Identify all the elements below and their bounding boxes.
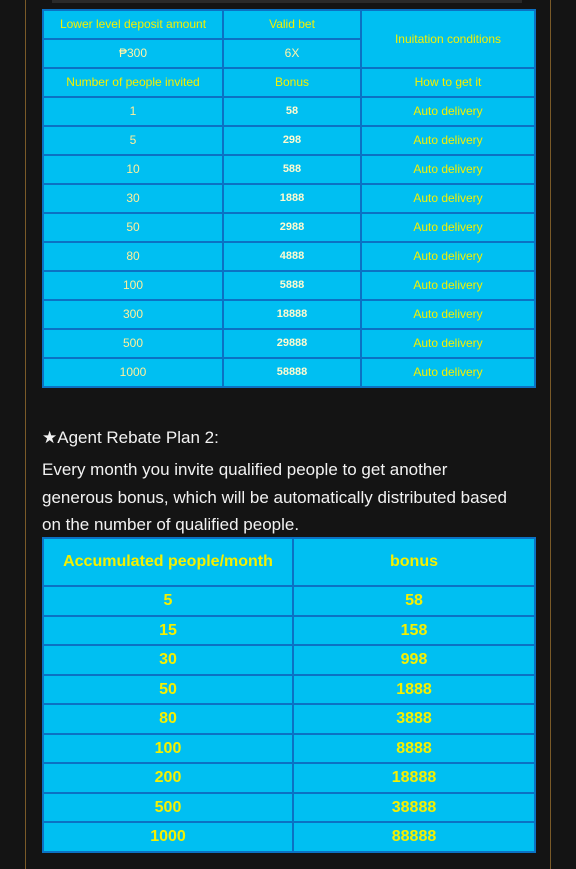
delivery-method-cell: Auto delivery <box>361 97 535 126</box>
bonus-cell: 1888 <box>293 675 535 705</box>
accumulated-people-cell: 80 <box>43 704 293 734</box>
accumulated-people-cell: 100 <box>43 734 293 764</box>
bonus-cell: 3888 <box>293 704 535 734</box>
people-invited-cell: 1000 <box>43 358 223 387</box>
accumulated-people-cell: 30 <box>43 645 293 675</box>
table-row <box>43 126 535 155</box>
delivery-method-cell: Auto delivery <box>361 213 535 242</box>
invitation-bonus-table <box>42 9 536 388</box>
people-invited-cell: 500 <box>43 329 223 358</box>
plan2-heading: ★Agent Rebate Plan 2: <box>42 428 219 447</box>
accumulated-people-cell: 500 <box>43 793 293 823</box>
table-row <box>43 616 535 646</box>
bonus-cell: 88888 <box>293 822 535 852</box>
people-invited-cell: 80 <box>43 242 223 271</box>
bonus-cell: 58 <box>223 97 361 126</box>
bonus-cell: 4888 <box>223 242 361 271</box>
table-row <box>43 271 535 300</box>
bonus-cell: 18888 <box>223 300 361 329</box>
delivery-method-cell: Auto delivery <box>361 358 535 387</box>
delivery-method-cell: Auto delivery <box>361 242 535 271</box>
table-row <box>43 822 535 852</box>
bonus-cell: 18888 <box>293 763 535 793</box>
table-row <box>43 300 535 329</box>
accumulated-people-cell: 200 <box>43 763 293 793</box>
table-row <box>43 155 535 184</box>
table-row <box>43 242 535 271</box>
table-column-header-row <box>43 538 535 586</box>
column-header: bonus <box>293 538 535 586</box>
bonus-cell: 1888 <box>223 184 361 213</box>
invitation-conditions-header: Inuitation conditions <box>361 10 535 68</box>
delivery-method-cell: Auto delivery <box>361 271 535 300</box>
bonus-cell: 158 <box>293 616 535 646</box>
people-invited-cell: 5 <box>43 126 223 155</box>
deposit-amount-value: ₱300 <box>43 39 223 68</box>
bonus-cell: 2988 <box>223 213 361 242</box>
top-divider <box>52 0 522 3</box>
accumulated-people-cell: 1000 <box>43 822 293 852</box>
table-row <box>43 793 535 823</box>
bonus-cell: 588 <box>223 155 361 184</box>
bonus-cell: 8888 <box>293 734 535 764</box>
accumulated-people-cell: 15 <box>43 616 293 646</box>
delivery-method-cell: Auto delivery <box>361 300 535 329</box>
bonus-cell: 58888 <box>223 358 361 387</box>
column-header: Bonus <box>223 68 361 97</box>
table-header-row <box>43 10 535 39</box>
accumulated-people-cell: 50 <box>43 675 293 705</box>
delivery-method-cell: Auto delivery <box>361 184 535 213</box>
monthly-bonus-table <box>42 537 536 853</box>
bonus-cell: 38888 <box>293 793 535 823</box>
column-header: How to get it <box>361 68 535 97</box>
valid-bet-header: Valid bet <box>223 10 361 39</box>
column-header: Number of people invited <box>43 68 223 97</box>
people-invited-cell: 100 <box>43 271 223 300</box>
table-row <box>43 97 535 126</box>
table-row <box>43 734 535 764</box>
table-row <box>43 645 535 675</box>
table-row <box>43 763 535 793</box>
people-invited-cell: 30 <box>43 184 223 213</box>
table-row <box>43 586 535 616</box>
plan2-description: Every month you invite qualified people to get another generous bonus, which will be automatically distributed based on the number of qualified people. <box>42 460 507 534</box>
deposit-amount-header: Lower level deposit amount <box>43 10 223 39</box>
delivery-method-cell: Auto delivery <box>361 329 535 358</box>
table-column-header-row <box>43 68 535 97</box>
people-invited-cell: 300 <box>43 300 223 329</box>
bonus-cell: 298 <box>223 126 361 155</box>
people-invited-cell: 50 <box>43 213 223 242</box>
table-row <box>43 213 535 242</box>
column-header: Accumulated people/month <box>43 538 293 586</box>
delivery-method-cell: Auto delivery <box>361 155 535 184</box>
accumulated-people-cell: 5 <box>43 586 293 616</box>
table-row <box>43 675 535 705</box>
people-invited-cell: 1 <box>43 97 223 126</box>
delivery-method-cell: Auto delivery <box>361 126 535 155</box>
table-row <box>43 184 535 213</box>
bonus-cell: 5888 <box>223 271 361 300</box>
people-invited-cell: 10 <box>43 155 223 184</box>
bonus-cell: 998 <box>293 645 535 675</box>
bonus-cell: 58 <box>293 586 535 616</box>
bonus-cell: 29888 <box>223 329 361 358</box>
valid-bet-value: 6X <box>223 39 361 68</box>
table-row <box>43 329 535 358</box>
table-row <box>43 358 535 387</box>
table-row <box>43 704 535 734</box>
